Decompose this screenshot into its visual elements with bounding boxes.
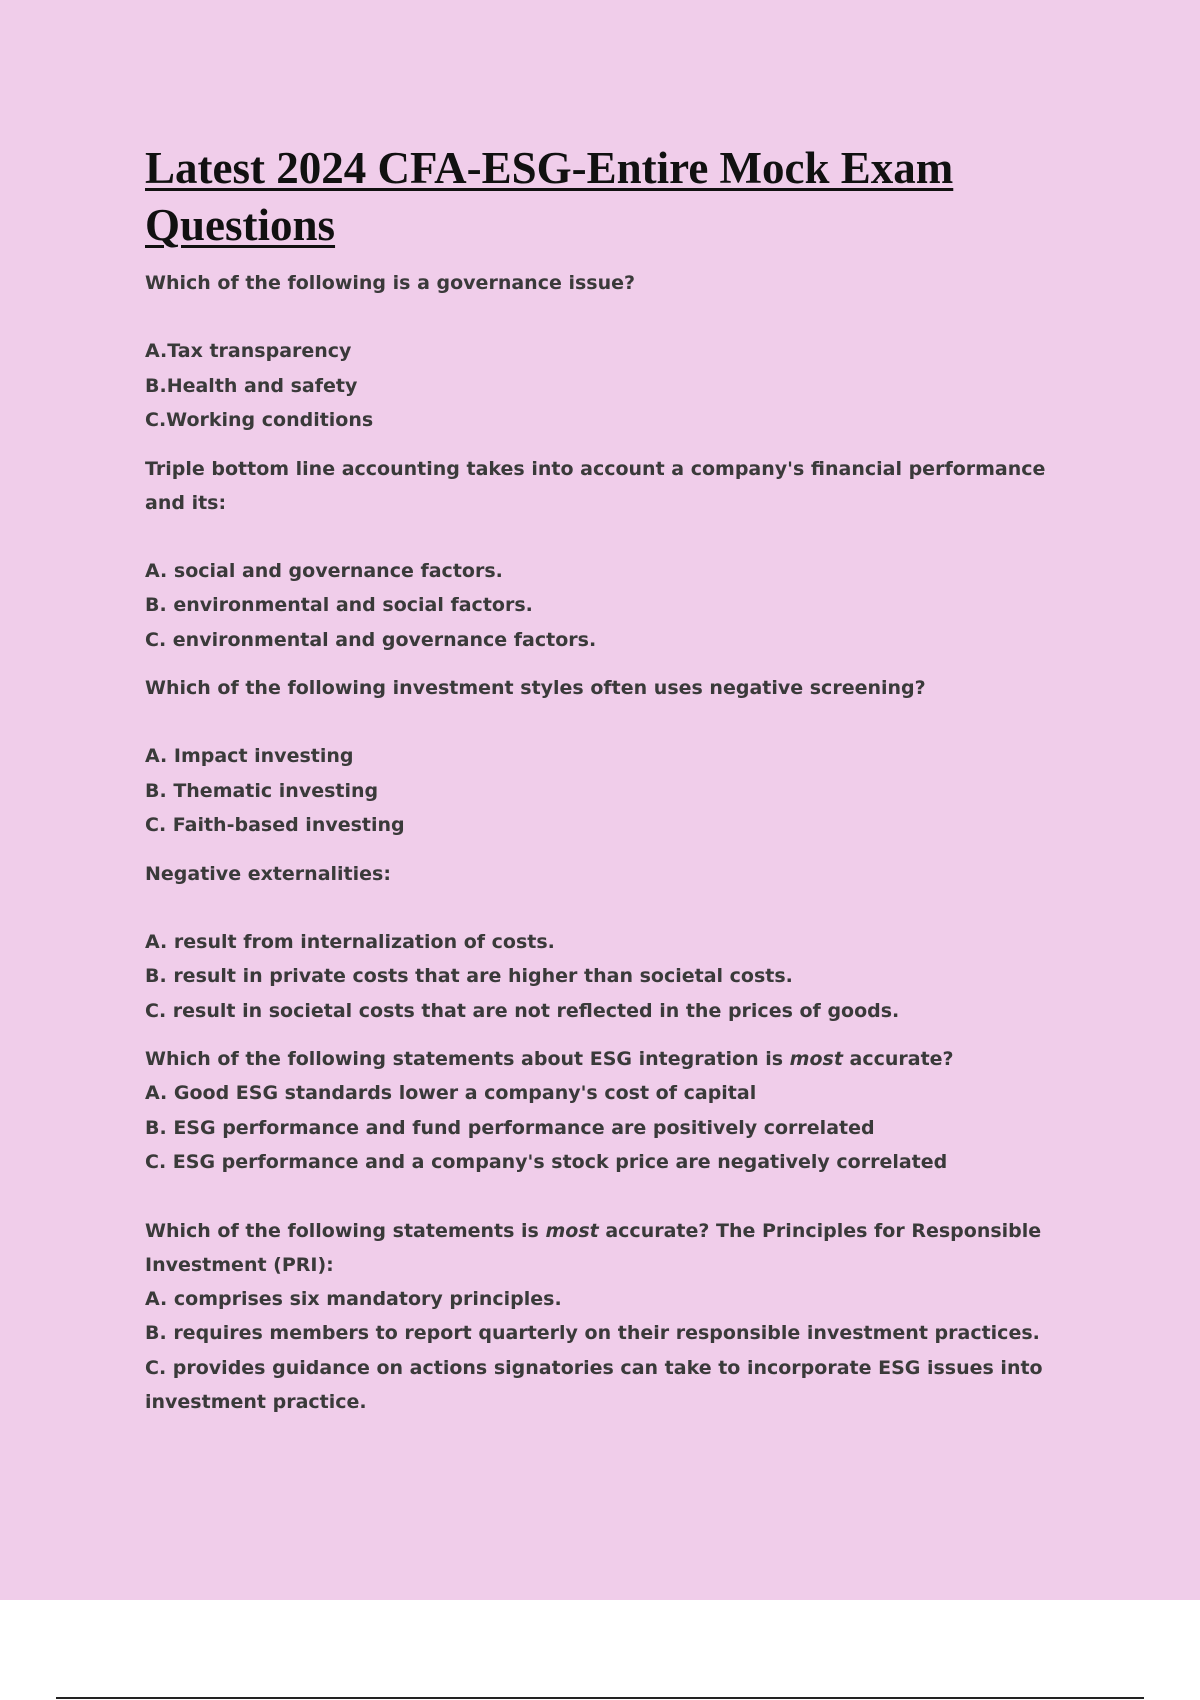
option-item: C. ESG performance and a company's stock price are negatively correlated	[145, 1151, 948, 1173]
prompt-emphasis: most	[545, 1219, 599, 1242]
prompt-text: Which of the following statements about ESG integration is	[145, 1048, 790, 1070]
question-prompt: Negative externalities:	[145, 862, 391, 885]
question-prompt	[145, 1214, 1085, 1282]
option-item: B. environmental and social factors.	[145, 594, 533, 616]
prompt-text: accurate?	[842, 1048, 954, 1070]
option-list	[145, 925, 1085, 1029]
option-item: C. result in societal costs that are not reflected in the prices of goods.	[145, 999, 900, 1022]
prompt-text: Which of the following statements is	[145, 1219, 546, 1242]
option-item: C. provides guidance on actions signatories can take to incorporate ESG issues into investment practice.	[145, 1356, 1043, 1413]
question-block	[145, 671, 1085, 843]
question-block	[145, 452, 1085, 658]
option-list	[145, 334, 1085, 438]
question-prompt	[145, 1042, 1085, 1076]
option-item: A.Tax transparency	[145, 340, 352, 362]
question-block	[145, 1042, 1085, 1180]
question-prompt: Triple bottom line accounting takes into account a company's financial performance and its:	[145, 457, 1046, 514]
option-item: A. comprises six mandatory principles.	[145, 1287, 562, 1310]
option-item: C.Working conditions	[145, 409, 374, 431]
option-item: A. result from internalization of costs.	[145, 930, 555, 953]
question-prompt: Which of the following investment styles often uses negative screening?	[145, 677, 926, 699]
option-list	[145, 739, 1085, 843]
prompt-text: accurate? The Principles for Responsible Investment (PRI):	[145, 1219, 1042, 1276]
option-item: B. result in private costs that are higher than societal costs.	[145, 965, 793, 987]
option-list	[145, 1282, 1085, 1420]
prompt-emphasis: most	[789, 1048, 843, 1070]
document-title: Latest 2024 CFA-ESG-Entire Mock Exam Questions	[145, 143, 954, 250]
question-block	[145, 857, 1085, 1029]
option-list	[145, 554, 1085, 658]
question-block	[145, 266, 1085, 438]
footer-rule	[56, 1697, 1144, 1699]
option-item: B. ESG performance and fund performance are positively correlated	[145, 1116, 875, 1139]
option-item: B.Health and safety	[145, 374, 358, 397]
document-content	[145, 140, 1085, 1434]
option-item: C. Faith-based investing	[145, 814, 405, 836]
option-item: C. environmental and governance factors.	[145, 628, 597, 651]
option-item: B. requires members to report quarterly on their responsible investment practices.	[145, 1322, 1040, 1344]
option-item: A. Good ESG standards lower a company's cost of capital	[145, 1082, 757, 1104]
option-item: B. Thematic investing	[145, 779, 379, 802]
option-item: A. Impact investing	[145, 745, 354, 767]
question-block	[145, 1214, 1085, 1420]
option-list	[145, 1076, 1085, 1180]
question-prompt: Which of the following is a governance issue?	[145, 272, 636, 294]
option-item: A. social and governance factors.	[145, 559, 503, 582]
